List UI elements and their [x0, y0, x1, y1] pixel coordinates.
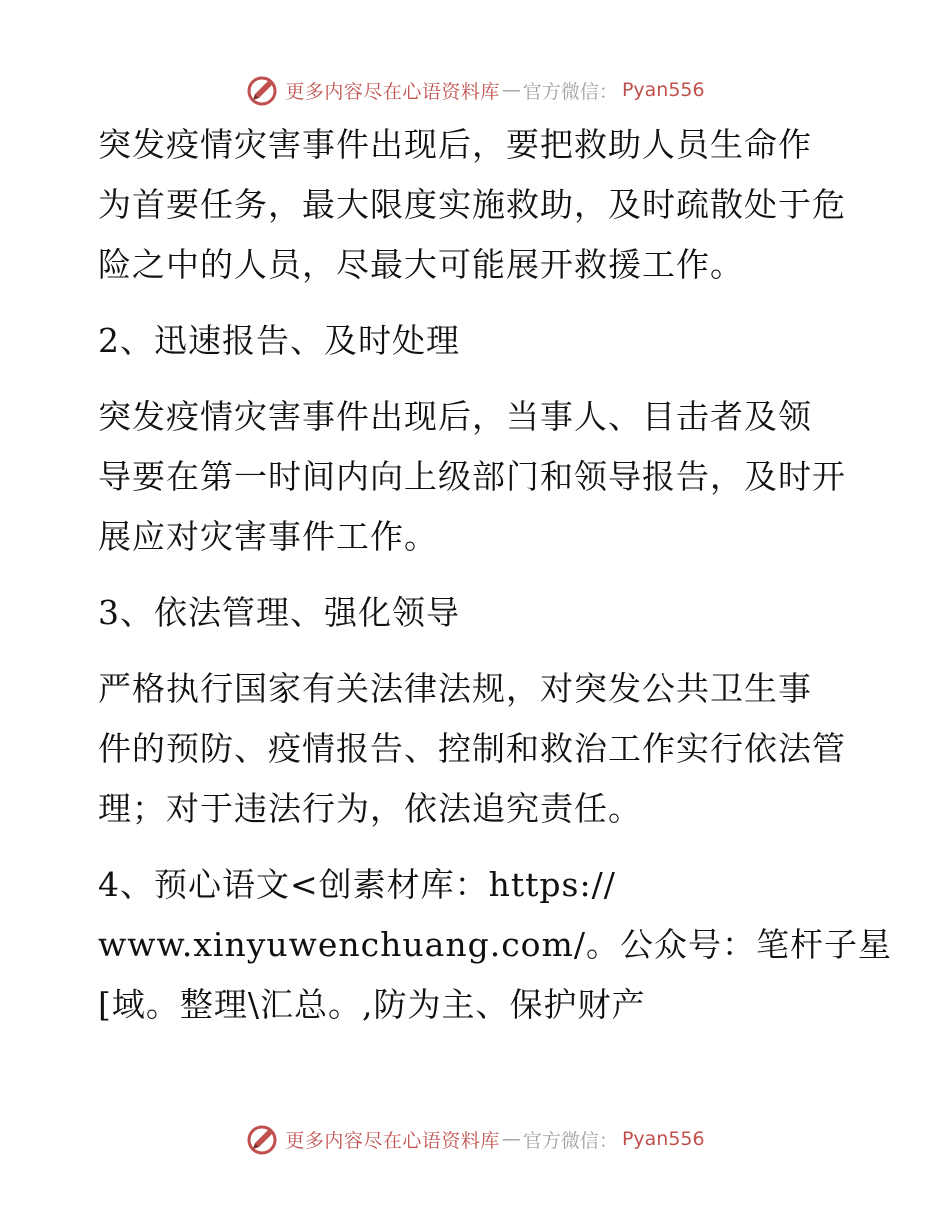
banner-dash: — — [501, 79, 521, 101]
paragraph — [98, 387, 858, 567]
footer-banner — [0, 1119, 950, 1159]
wechat-id: Pyan556 — [621, 79, 705, 101]
text-line: 4、预心语文<创素材库：https:// — [98, 865, 616, 904]
heading-line: 2、迅速报告、及时处理 — [98, 321, 460, 360]
paragraph — [98, 855, 892, 1035]
text-line: [域。整理\汇总。,防为主、保护财产 — [98, 985, 646, 1024]
heading-line: 3、依法管理、强化领导 — [98, 593, 460, 632]
brand-text: 更多内容尽在心语资料库 — [285, 80, 500, 103]
wechat-id: Pyan556 — [621, 1128, 705, 1150]
section-heading — [98, 311, 858, 371]
text-line: 突发疫情灾害事件出现后，当事人、目击者及领 — [98, 397, 812, 436]
wechat-label: 官方微信： — [522, 1129, 618, 1152]
banner-dash: — — [501, 1128, 521, 1150]
brand-logo-icon — [245, 72, 281, 108]
header-banner — [0, 70, 950, 110]
text-line: 展应对灾害事件工作。 — [98, 517, 438, 556]
brand-text: 更多内容尽在心语资料库 — [285, 1129, 500, 1152]
text-line: 件的预防、疫情报告、控制和救治工作实行依法管 — [98, 729, 846, 768]
section-heading — [98, 583, 858, 643]
text-line: 导要在第一时间内向上级部门和领导报告，及时开 — [98, 457, 846, 496]
paragraph — [98, 659, 858, 839]
paragraph — [98, 115, 858, 295]
text-line: 严格执行国家有关法律法规，对突发公共卫生事 — [98, 669, 812, 708]
text-line: www.xinyuwenchuang.com/。公众号：笔杆子星 — [98, 925, 892, 964]
wechat-label: 官方微信： — [522, 80, 618, 103]
text-line: 突发疫情灾害事件出现后，要把救助人员生命作 — [98, 125, 812, 164]
document-body — [98, 115, 892, 1035]
text-line: 为首要任务，最大限度实施救助，及时疏散处于危 — [98, 185, 846, 224]
text-line: 险之中的人员，尽最大可能展开救援工作。 — [98, 245, 744, 284]
text-line: 理；对于违法行为，依法追究责任。 — [98, 789, 642, 828]
brand-logo-icon — [245, 1121, 281, 1157]
